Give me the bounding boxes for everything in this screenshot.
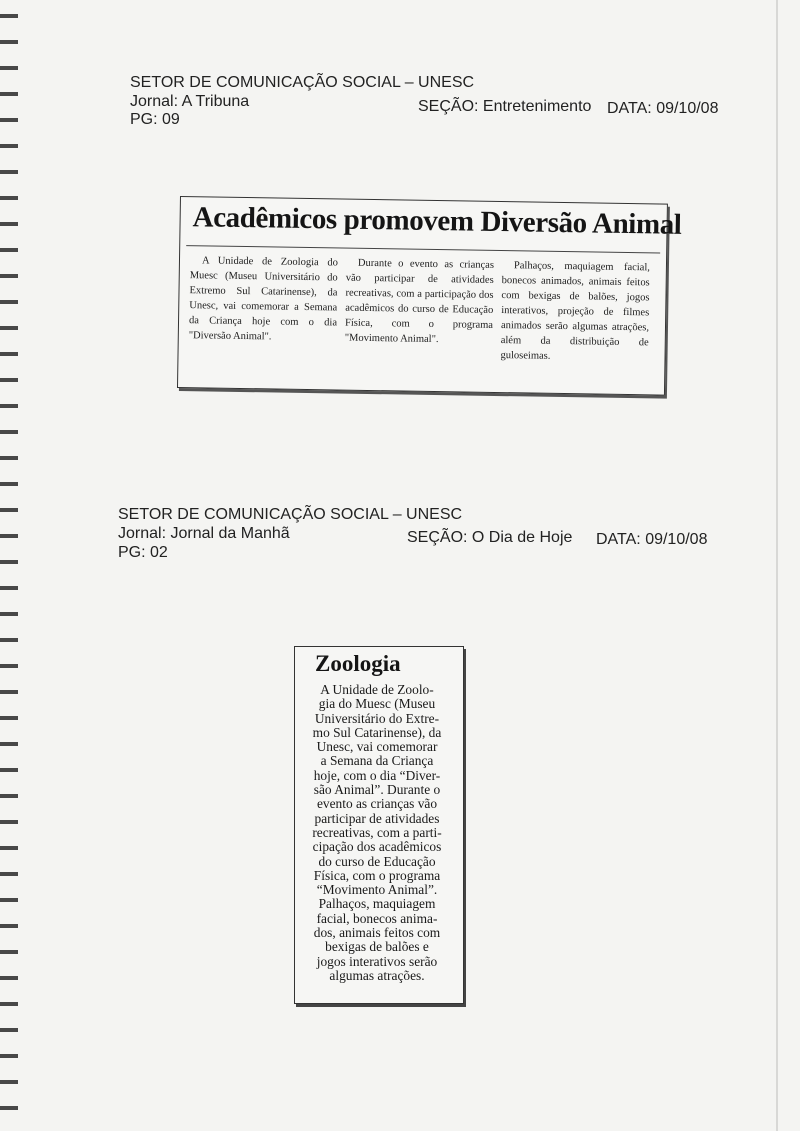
article-2-line: gia do Muesc (Museu	[318, 696, 436, 712]
header-1-newspaper: Jornal: A Tribuna	[130, 93, 250, 110]
article-2-line: Unesc, vai comemorar	[316, 739, 438, 755]
article-1-title-rule	[186, 245, 660, 253]
article-1-paragraph-2: Durante o evento as crianças vão participar de atividades recreativas, com a participação dos acadêmicos do curso de Educação Física, com o programa "Movimento Animal".	[344, 257, 495, 346]
header-1-sector: SETOR DE COMUNICAÇÃO SOCIAL – UNESC	[130, 74, 475, 91]
header-2-newspaper: Jornal: Jornal da Manhã	[118, 525, 290, 542]
article-2-line: jogos interativos serão	[316, 953, 438, 969]
article-2-line: do curso de Educação	[318, 853, 436, 869]
article-2-line: a Semana da Criança	[320, 753, 434, 769]
article-2-line: são Animal”. Durante o	[313, 782, 441, 798]
article-2-line: bexigas de balões e	[325, 939, 429, 955]
article-2-line: facial, bonecos anima-	[316, 910, 438, 926]
article-2-line: Universitário do Extre-	[314, 710, 440, 726]
article-2-line: algumas atrações.	[329, 967, 425, 983]
article-2-line: mo Sul Catarinense), da	[312, 724, 442, 740]
article-clipping-1	[177, 196, 682, 396]
header-1-section: SEÇÃO: Entretenimento	[418, 98, 592, 115]
header-1-page: PG: 09	[130, 111, 180, 128]
article-2-line: participar de atividades	[314, 810, 440, 826]
header-1-date: DATA: 09/10/08	[607, 100, 719, 117]
article-2-line: cipação dos acadêmicos	[312, 839, 442, 855]
article-2-line: hoje, com o dia “Diver-	[313, 767, 441, 783]
header-2-page: PG: 02	[118, 544, 168, 561]
article-2-line: recreativas, com a parti-	[312, 824, 442, 840]
spiral-binding-holes	[0, 0, 18, 1131]
article-2-body	[301, 683, 453, 983]
article-2-title: Zoologia	[315, 651, 401, 676]
article-2-line: “Movimento Animal”.	[316, 882, 438, 898]
header-2-date: DATA: 09/10/08	[596, 531, 708, 548]
article-2-line: Física, com o programa	[313, 867, 441, 883]
page-edge-line	[776, 0, 778, 1131]
header-2-section: SEÇÃO: O Dia de Hoje	[407, 529, 573, 546]
article-2-line: A Unidade de Zoolo-	[320, 682, 434, 697]
article-1-paragraph-1: A Unidade de Zoologia do Muesc (Museu Universitário do Extremo Sul Catarinense), da Unesc, vai comemorar a Semana da Criança hoje com o dia "Diversão Animal".	[188, 255, 339, 343]
article-1-column-1	[189, 253, 338, 345]
article-2-line: evento as crianças vão	[316, 796, 438, 812]
article-clipping-2	[294, 646, 464, 1004]
header-2-sector: SETOR DE COMUNICAÇÃO SOCIAL – UNESC	[118, 506, 463, 523]
article-2-line: dos, animais feitos com	[313, 925, 441, 941]
article-2-line: Palhaços, maquiagem	[318, 896, 436, 912]
article-1-title: Acadêmicos promovem Diversão Animal	[192, 201, 682, 241]
article-1-column-2	[345, 256, 494, 348]
article-1-paragraph-3: Palhaços, maquiagem facial, bonecos animados, animais feitos com bexigas de balões, jogos interativos, projeção de filmes animados serão algumas atrações, além da distribuição de guloseimas.	[500, 260, 651, 362]
article-1-column-3	[500, 258, 650, 365]
